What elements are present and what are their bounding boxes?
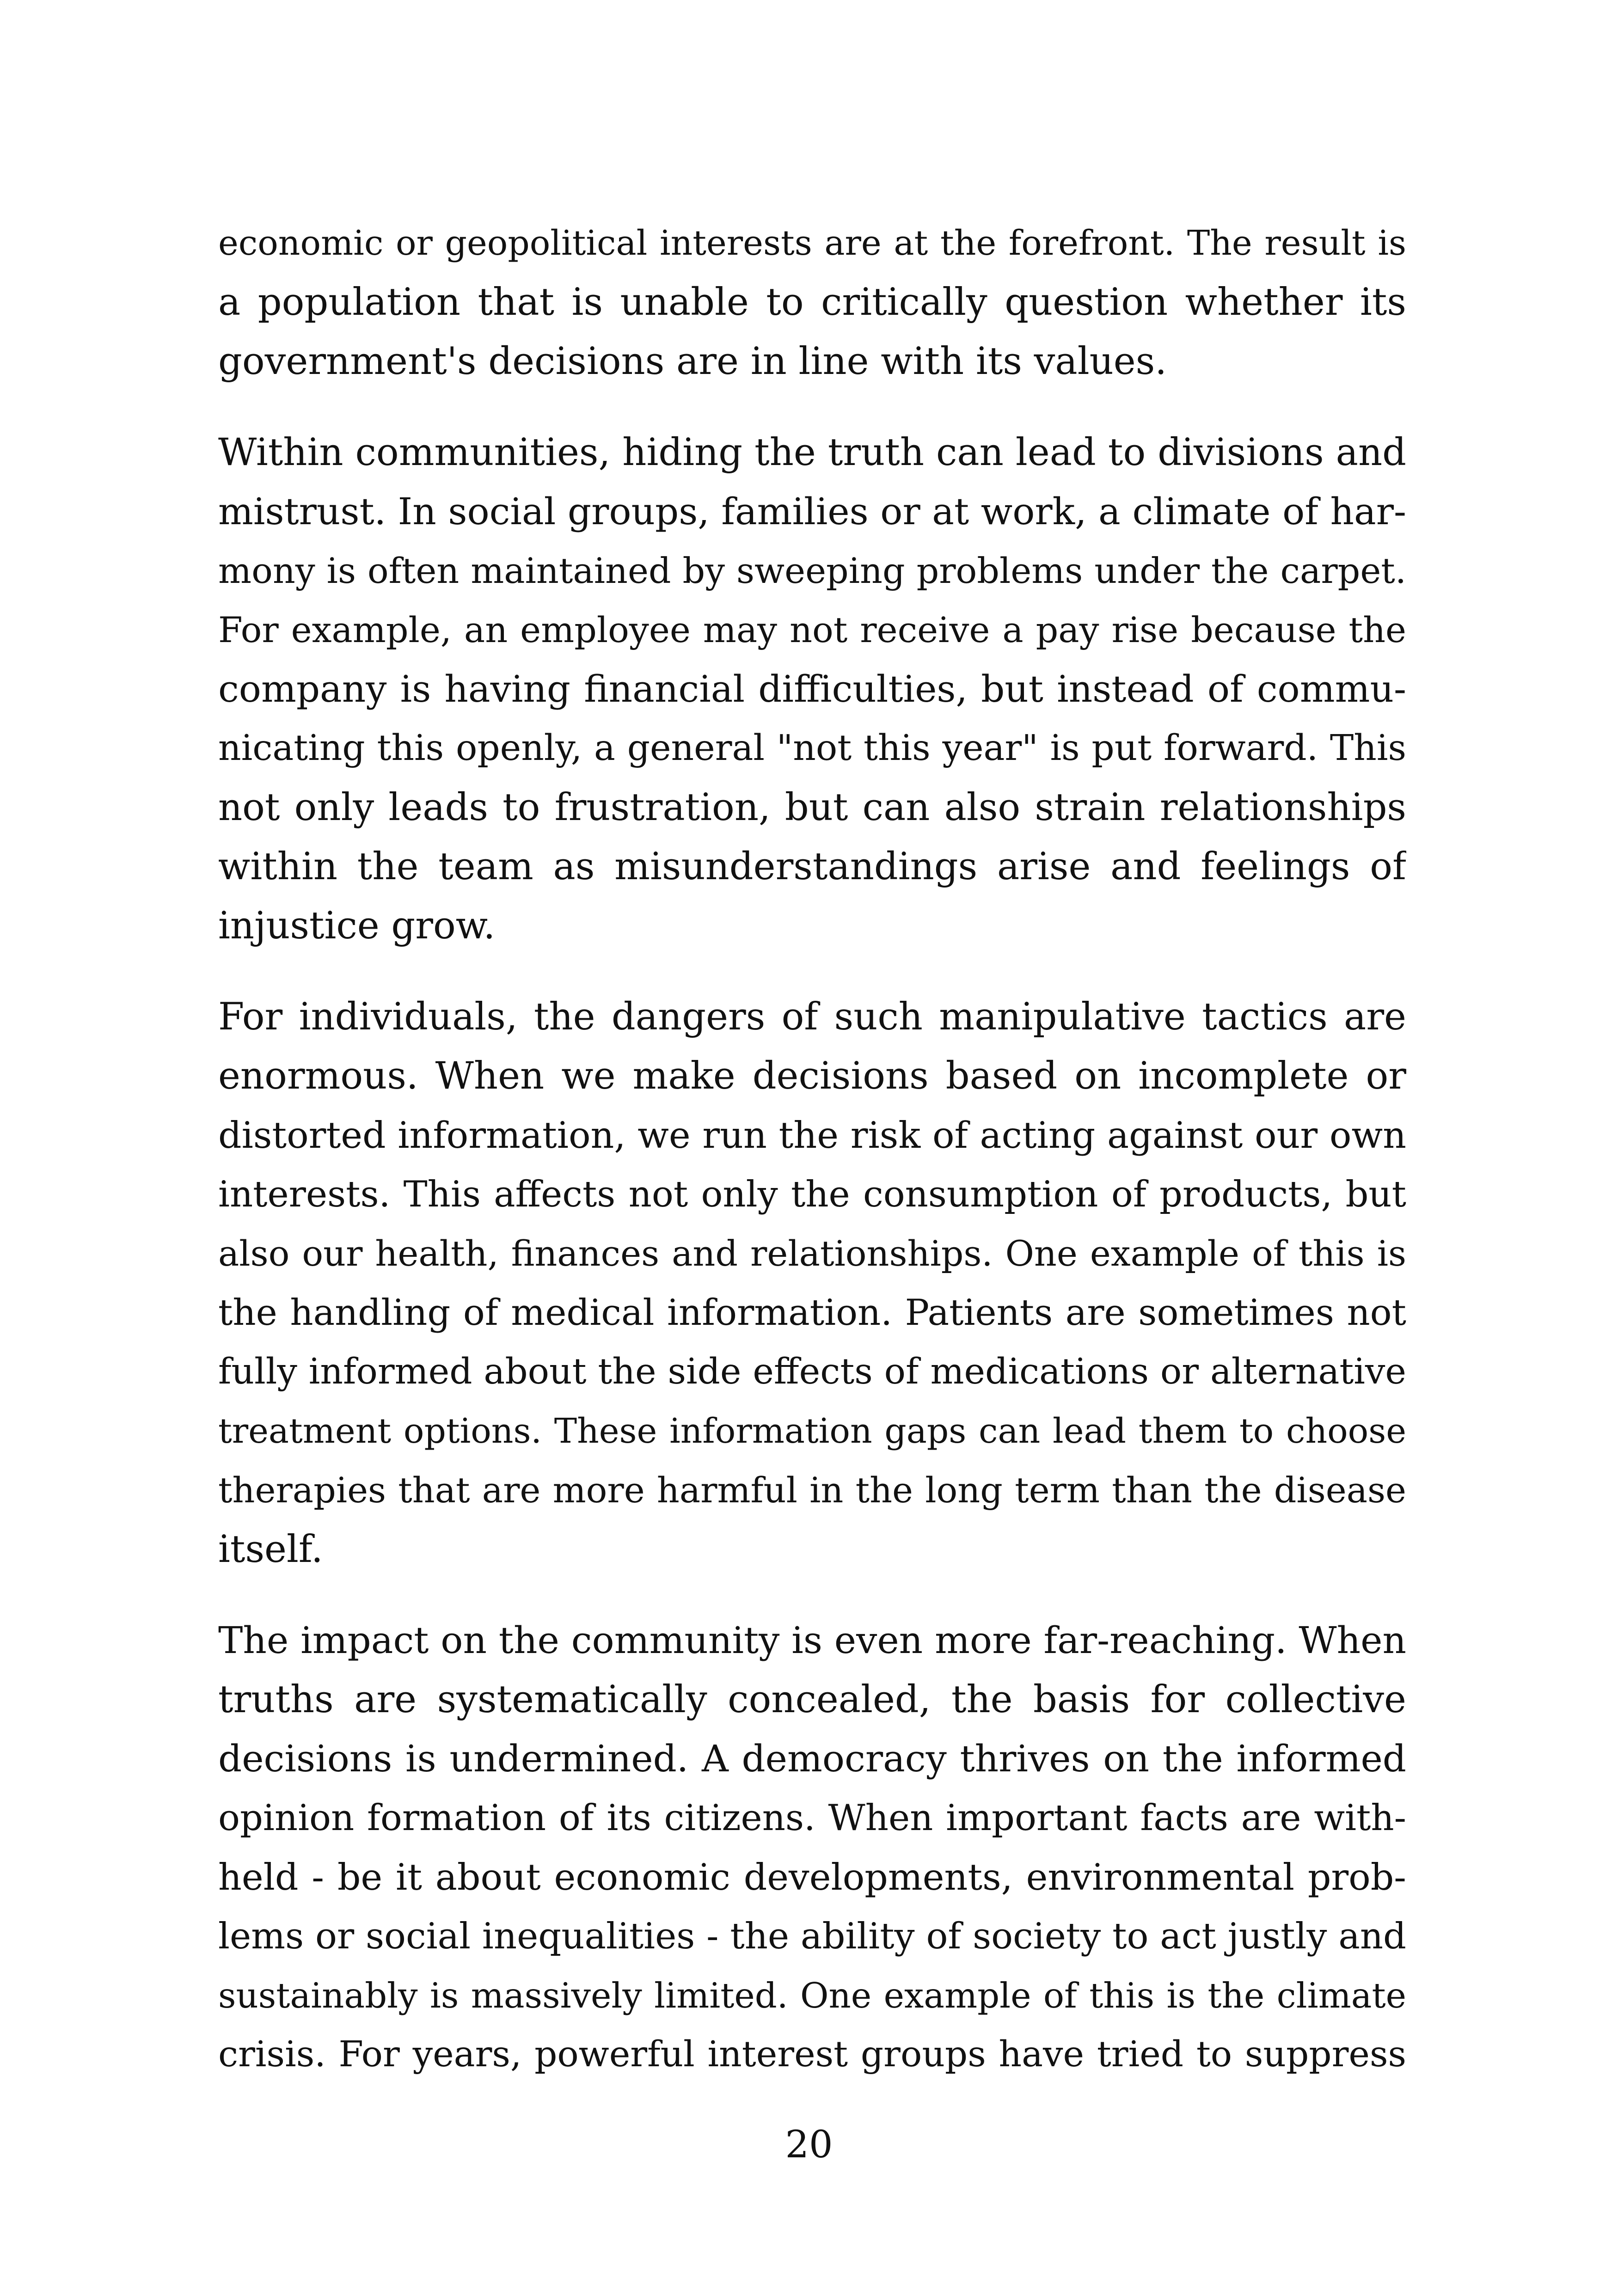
- text-line: crisis. For years, powerful interest groups have tried to suppress: [218, 2034, 1406, 2075]
- text-line: within the team as misunderstandings arise and feelings of: [218, 845, 1406, 888]
- paragraph-4: [218, 1611, 1406, 2084]
- text-line: Within communities, hiding the truth can lead to divisions and: [218, 431, 1406, 474]
- text-line: company is having financial difficulties, but instead of commu-: [218, 667, 1406, 710]
- text-line: enormous. When we make decisions based on incomplete or: [218, 1054, 1406, 1098]
- text-line: mistrust. In social groups, families or at work, a climate of har-: [218, 490, 1406, 533]
- text-line: The impact on the community is even more far-reaching. When: [218, 1619, 1406, 1662]
- text-line: fully informed about the side effects of medications or alternative: [218, 1351, 1406, 1392]
- paragraph-3: [218, 987, 1406, 1579]
- text-line: sustainably is massively limited. One example of this is the climate: [218, 1975, 1406, 2016]
- page-number: 20: [785, 2123, 833, 2167]
- text-line: held - be it about economic developments, environmental prob-: [218, 1856, 1406, 1898]
- text-line: also our health, finances and relationships. One example of this is: [218, 1233, 1406, 1274]
- text-line: For individuals, the dangers of such manipulative tactics are: [218, 995, 1406, 1039]
- text-line: nicating this openly, a general "not this year" is put forward. This: [218, 728, 1406, 769]
- text-line: a population that is unable to critically question whether its: [218, 281, 1406, 324]
- text-line: not only leads to frustration, but can also strain relationships: [218, 786, 1406, 829]
- text-line: interests. This affects not only the consumption of products, but: [218, 1174, 1406, 1215]
- text-line: For example, an employee may not receive a pay rise because the: [218, 609, 1406, 650]
- paragraph-2: [218, 423, 1406, 955]
- text-line: opinion formation of its citizens. When important facts are with-: [218, 1797, 1406, 1839]
- text-line: lems or social inequalities - the ability of society to act justly and: [218, 1916, 1406, 1957]
- text-line: the handling of medical information. Patients are sometimes not: [218, 1292, 1406, 1334]
- body-text: [218, 214, 1406, 2116]
- text-line: distorted information, we run the risk of acting against our own: [218, 1114, 1406, 1157]
- paragraph-1: [218, 214, 1406, 391]
- text-line: truths are systematically concealed, the basis for collective: [218, 1678, 1406, 1721]
- text-line: therapies that are more harmful in the long term than the disease: [218, 1469, 1406, 1511]
- text-line: economic or geopolitical interests are at the forefront. The result is: [218, 223, 1406, 263]
- text-line: mony is often maintained by sweeping problems under the carpet.: [218, 550, 1406, 591]
- text-line: decisions is undermined. A democracy thrives on the informed: [218, 1737, 1406, 1780]
- text-line: government's decisions are in line with its values.: [218, 340, 1167, 383]
- text-line: injustice grow.: [218, 904, 496, 948]
- text-line: treatment options. These information gaps can lead them to choose: [218, 1411, 1406, 1451]
- text-line: itself.: [218, 1528, 323, 1571]
